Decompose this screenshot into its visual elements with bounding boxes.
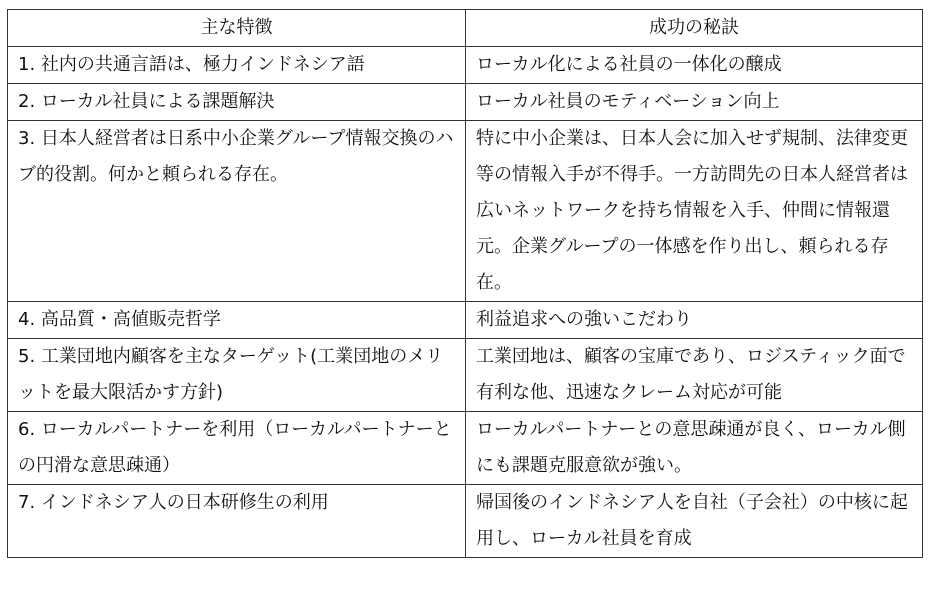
table-row bbox=[8, 485, 923, 558]
header-success-secrets: 成功の秘訣 bbox=[466, 10, 923, 47]
secret-cell: 工業団地は、顧客の宝庫であり、ロジスティック面で有利な他、迅速なクレーム対応が可能 bbox=[466, 339, 923, 412]
header-features: 主な特徴 bbox=[8, 10, 466, 47]
table-row bbox=[8, 84, 923, 121]
table-row bbox=[8, 412, 923, 485]
success-factors-table bbox=[7, 9, 923, 558]
secret-cell: ローカル社員のモティベーション向上 bbox=[466, 84, 923, 121]
secret-cell: ローカル化による社員の一体化の醸成 bbox=[466, 47, 923, 84]
feature-cell: 5. 工業団地内顧客を主なターゲット(工業団地のメリットを最大限活かす方針) bbox=[8, 339, 466, 412]
feature-cell: 4. 高品質・高値販売哲学 bbox=[8, 302, 466, 339]
table-row bbox=[8, 302, 923, 339]
secret-cell: 特に中小企業は、日本人会に加入せず規制、法律変更等の情報入手が不得手。一方訪問先の日本人経営者は広いネットワークを持ち情報を入手、仲間に情報還元。企業グループの一体感を作り出し、頼られる存在。 bbox=[466, 121, 923, 302]
feature-cell: 2. ローカル社員による課題解決 bbox=[8, 84, 466, 121]
secret-cell: 利益追求への強いこだわり bbox=[466, 302, 923, 339]
secret-cell: ローカルパートナーとの意思疎通が良く、ローカル側にも課題克服意欲が強い。 bbox=[466, 412, 923, 485]
feature-cell: 6. ローカルパートナーを利用（ローカルパートナーとの円滑な意思疎通） bbox=[8, 412, 466, 485]
table-row bbox=[8, 121, 923, 302]
table-row bbox=[8, 47, 923, 84]
feature-cell: 1. 社内の共通言語は、極力インドネシア語 bbox=[8, 47, 466, 84]
table-row bbox=[8, 339, 923, 412]
header-row bbox=[8, 10, 923, 47]
feature-cell: 7. インドネシア人の日本研修生の利用 bbox=[8, 485, 466, 558]
feature-cell: 3. 日本人経営者は日系中小企業グループ情報交換のハブ的役割。何かと頼られる存在。 bbox=[8, 121, 466, 302]
secret-cell: 帰国後のインドネシア人を自社（子会社）の中核に起用し、ローカル社員を育成 bbox=[466, 485, 923, 558]
